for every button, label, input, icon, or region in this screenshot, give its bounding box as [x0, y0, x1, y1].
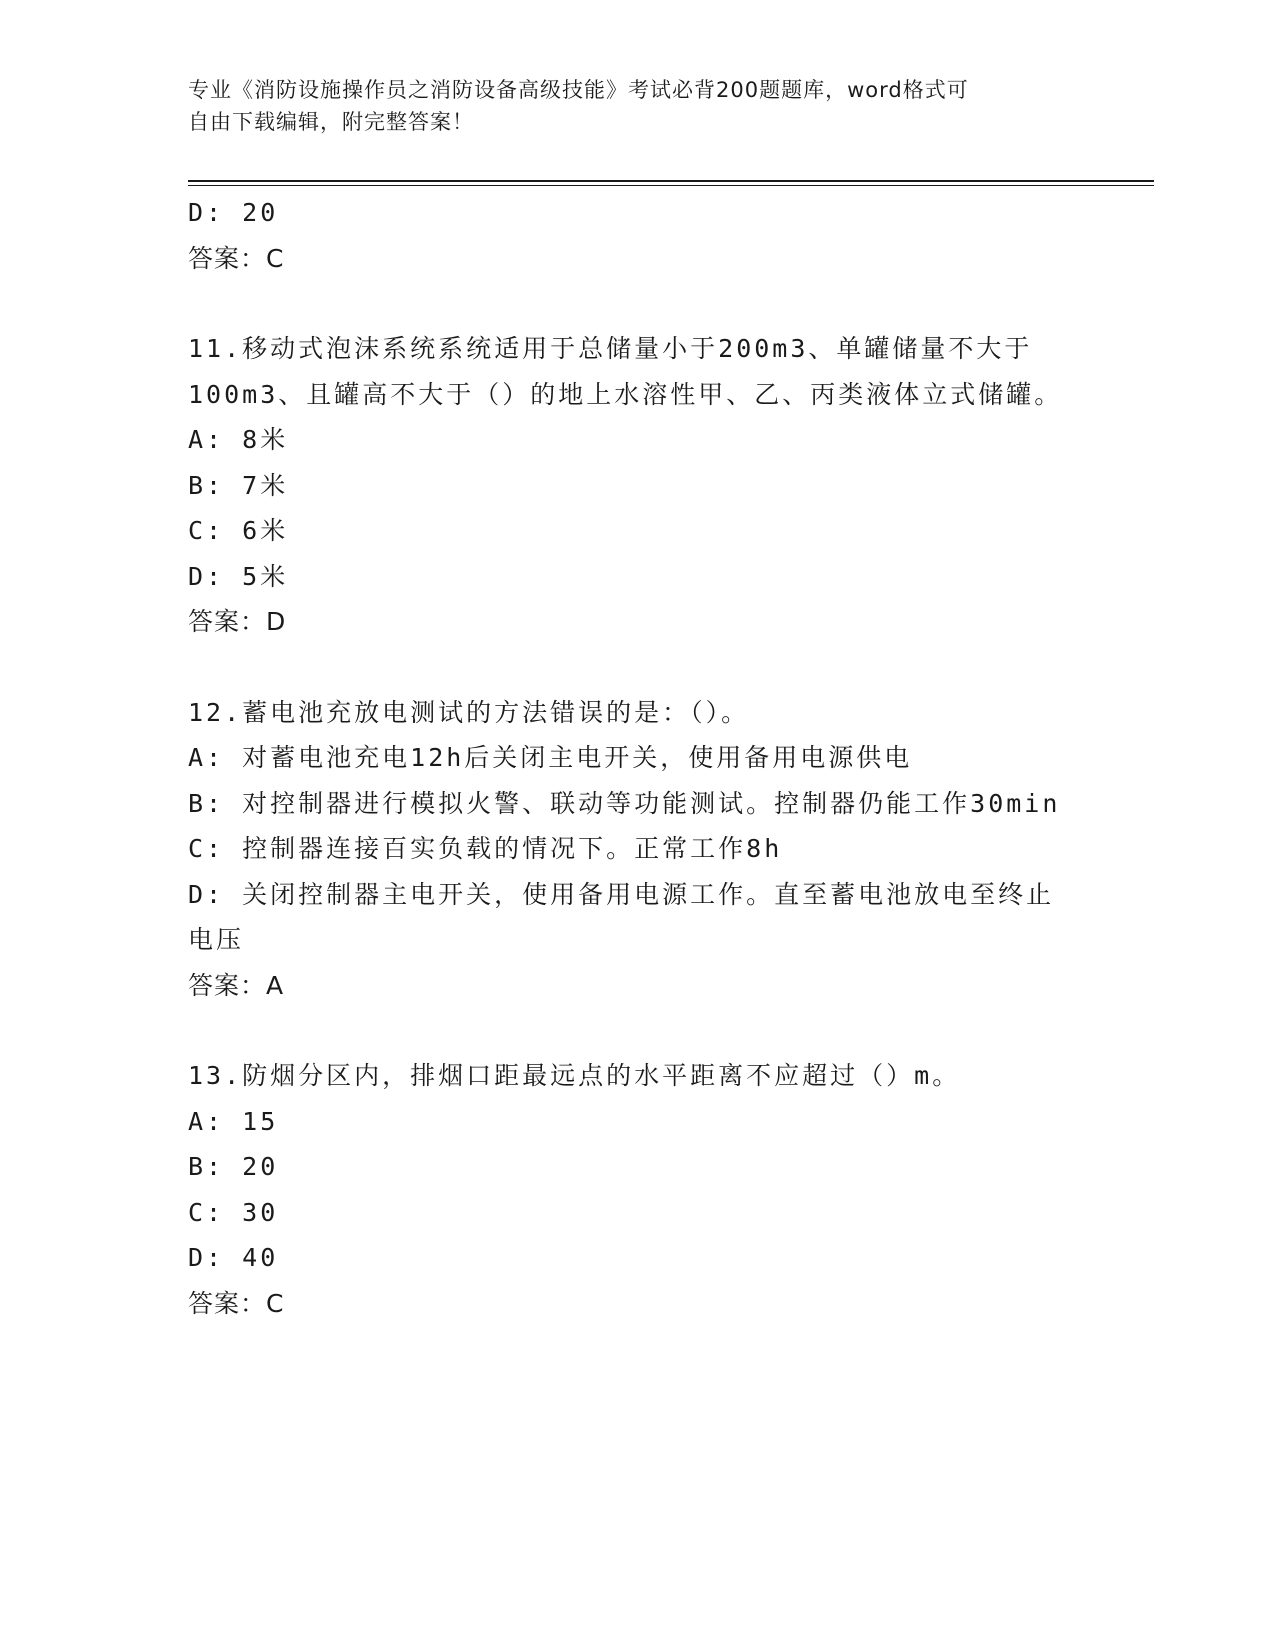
option-b: B: 20 [188, 1152, 279, 1181]
option-b: B: 7米 [188, 470, 289, 500]
question-block-11 [188, 326, 1118, 645]
option-c: C: 30 [188, 1197, 279, 1227]
question-stem: 13.防烟分区内，排烟口距最远点的水平距离不应超过（）m。 [188, 1061, 961, 1090]
question-stem: 12.蓄电池充放电测试的方法错误的是：（）。 [188, 697, 750, 727]
answer-line: 答案：C [188, 1288, 285, 1318]
spacer [188, 1008, 1118, 1053]
question-block-12 [188, 690, 1118, 1009]
header-line-2: 自由下载编辑，附完整答案！ [188, 110, 474, 134]
answer-line: 答案：A [188, 970, 285, 1000]
document-header [188, 74, 1088, 138]
option-b: B: 对控制器进行模拟火警、联动等功能测试。控制器仍能工作30min [188, 788, 1061, 818]
option-a: A: 对蓄电池充电12h后关闭主电开关，使用备用电源供电 [188, 743, 913, 772]
question-block-13 [188, 1053, 1118, 1326]
question-stem-continued: 100m3、且罐高不大于（）的地上水溶性甲、乙、丙类液体立式储罐。 [188, 379, 1063, 409]
answer-line: 答案：C [188, 243, 285, 273]
answer-line: 答案：D [188, 607, 287, 636]
option-c: C: 控制器连接百实负载的情况下。正常工作8h [188, 834, 783, 863]
option-d: D: 20 [188, 198, 279, 227]
option-d: D: 关闭控制器主电开关，使用备用电源工作。直至蓄电池放电至终止 [188, 879, 1055, 909]
option-d: D: 5米 [188, 561, 289, 591]
header-line-1: 专业《消防设施操作员之消防设备高级技能》考试必背200题题库，word格式可 [188, 78, 969, 102]
question-block-10 [188, 190, 1118, 281]
option-c: C: 6米 [188, 516, 289, 545]
option-a: A: 15 [188, 1106, 279, 1136]
header-divider-thin [188, 185, 1154, 186]
question-stem: 11.移动式泡沫系统系统适用于总储量小于200m3、单罐储量不大于 [188, 334, 1033, 363]
option-d-continued: 电压 [188, 925, 245, 954]
spacer [188, 281, 1118, 326]
question-list [188, 190, 1118, 1326]
option-d: D: 40 [188, 1243, 279, 1272]
option-a: A: 8米 [188, 425, 289, 454]
spacer [188, 645, 1118, 690]
header-divider-thick [188, 180, 1154, 182]
